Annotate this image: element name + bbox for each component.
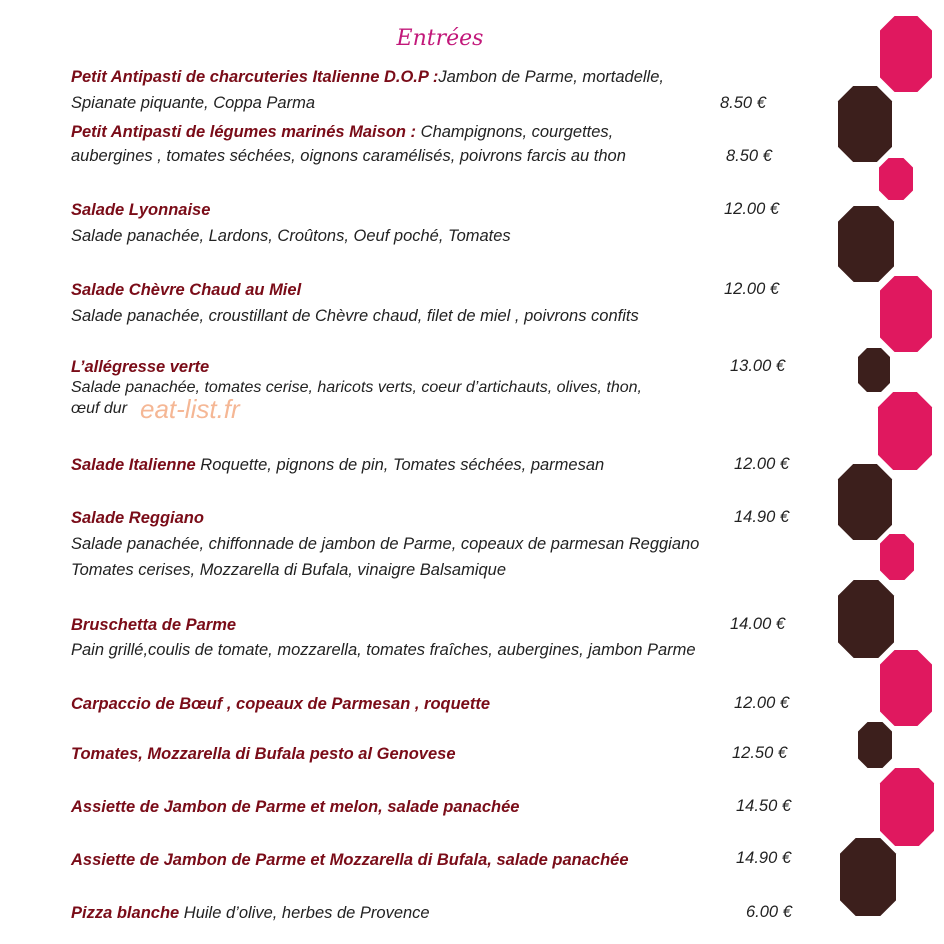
decorative-octagon [838,464,892,540]
menu-item-description: aubergines , tomates séchées, oignons caramélisés, poivrons farcis au thon [71,147,626,165]
menu-item-description: Tomates cerises, Mozzarella di Bufala, vinaigre Balsamique [71,561,507,579]
decorative-octagon [858,722,892,768]
menu-item-name: Salade Reggiano [71,509,204,527]
menu-item-price: 12.00 € [734,455,790,473]
menu-item-price: 12.00 € [734,694,790,712]
decorative-octagon [880,650,932,726]
menu-item-name: Bruschetta de Parme [71,616,237,634]
menu-item-price: 14.90 € [734,508,790,526]
decorative-octagon [838,580,894,658]
menu-item-price: 14.50 € [736,797,792,815]
menu-item-name: Petit Antipasti de charcuteries Italienne D.O.P :Jambon de Parme, mortadelle, [71,68,664,86]
decorative-octagon [838,206,894,282]
decorative-octagon [878,392,932,470]
decorative-octagon [880,276,932,352]
menu-item-name: Salade Chèvre Chaud au Miel [71,281,302,299]
menu-item-price: 13.00 € [730,357,786,375]
menu-item-price: 8.50 € [720,94,766,112]
decorative-octagon [879,158,913,200]
decorative-border [830,0,944,944]
menu-item-description: Spianate piquante, Coppa Parma [71,94,316,112]
menu-item-name: Salade Italienne Roquette, pignons de pin, Tomates séchées, parmesan [71,456,605,474]
decorative-octagon [880,16,932,92]
menu-item-name: Tomates, Mozzarella di Bufala pesto al Genovese [71,745,456,763]
menu-item-name: Petit Antipasti de légumes marinés Maison : Champignons, courgettes, [71,123,614,141]
menu-item-name: Salade Lyonnaise [71,201,211,219]
menu-item-description: Salade panachée, tomates cerise, haricots verts, coeur d’artichauts, olives, thon, [71,379,642,396]
menu-item-description: Salade panachée, chiffonnade de jambon de Parme, copeaux de parmesan Reggiano [71,535,700,553]
menu-item-description: Pain grillé,coulis de tomate, mozzarella, tomates fraîches, aubergines, jambon Parme [71,641,696,659]
menu-item-name: L’allégresse verte [71,358,210,376]
menu-item-description: Salade panachée, Lardons, Croûtons, Oeuf poché, Tomates [71,227,511,245]
menu-item-price: 6.00 € [746,903,792,921]
menu-item-price: 12.00 € [724,200,780,218]
menu-item-price: 8.50 € [726,147,772,165]
page-title: Entrées [396,26,484,51]
decorative-octagon [880,768,934,846]
menu-item-price: 12.00 € [724,280,780,298]
menu-item-price: 12.50 € [732,744,788,762]
menu-item-price: 14.90 € [736,849,792,867]
menu-item-name: Carpaccio de Bœuf , copeaux de Parmesan , roquette [71,695,491,713]
decorative-octagon [858,348,890,392]
watermark: eat-list.fr [140,394,240,424]
menu-item-price: 14.00 € [730,615,786,633]
menu-item-description: Salade panachée, croustillant de Chèvre chaud, filet de miel , poivrons confits [71,307,639,325]
decorative-octagon [880,534,914,580]
menu-item-name: Assiette de Jambon de Parme et melon, salade panachée [71,798,520,816]
menu-item-description: œuf dur [71,400,128,417]
decorative-octagon [838,86,892,162]
decorative-octagon [840,838,896,916]
menu-item-name: Assiette de Jambon de Parme et Mozzarella di Bufala, salade panachée [71,851,629,869]
menu-item-name: Pizza blanche Huile d’olive, herbes de Provence [71,904,430,922]
